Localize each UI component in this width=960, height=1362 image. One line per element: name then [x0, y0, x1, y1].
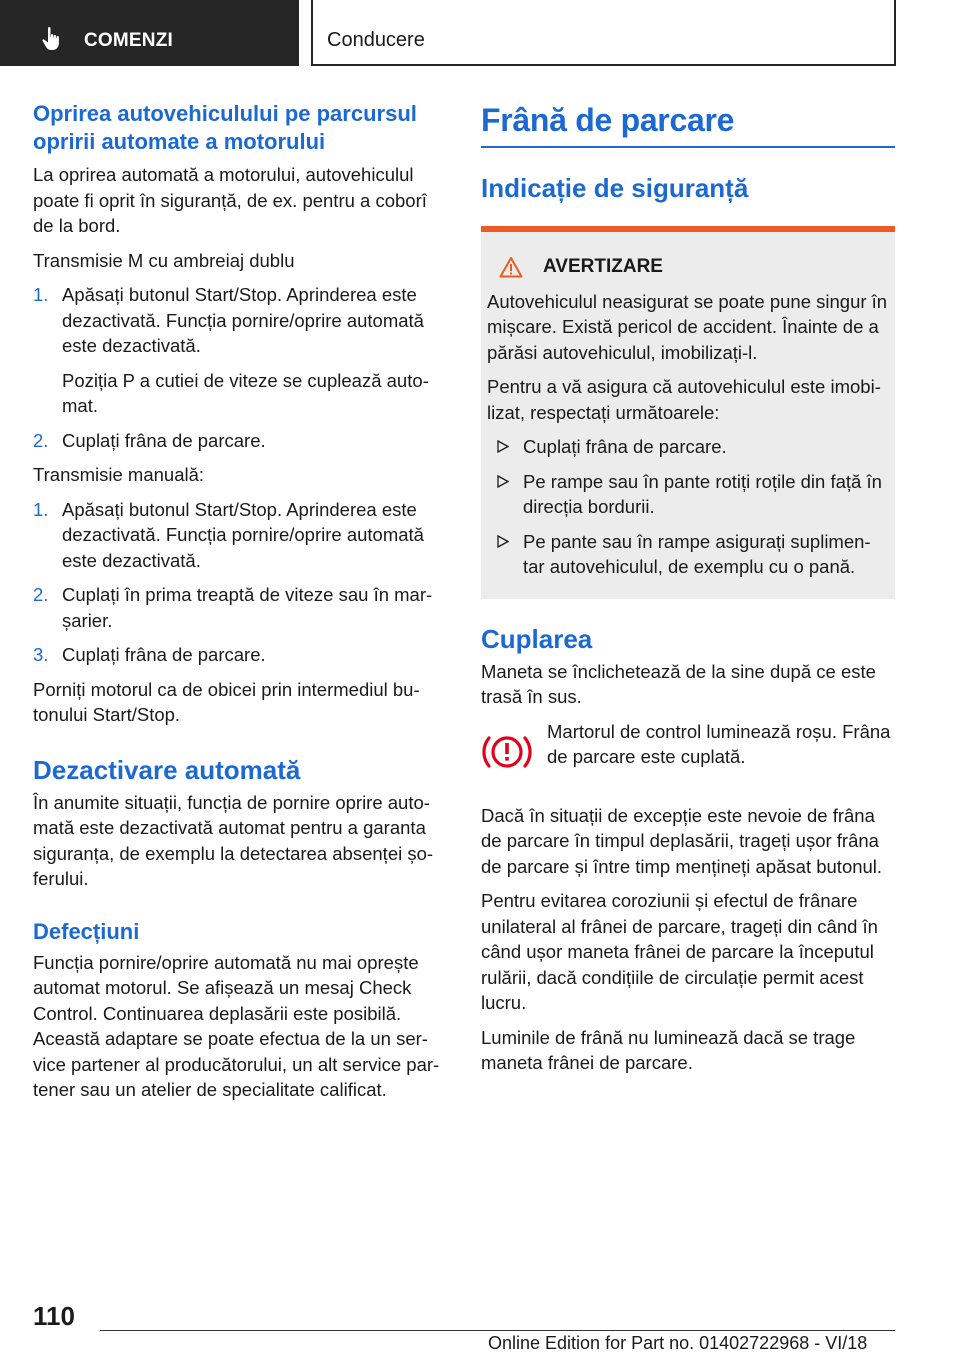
footer-edition: Online Edition for Part no. 01402722968 - VI/18	[488, 1333, 868, 1353]
warning-box	[481, 226, 895, 599]
list-item	[487, 529, 889, 580]
title-divider	[481, 146, 895, 148]
hand-pointer-icon	[40, 26, 64, 52]
list-item	[487, 469, 889, 520]
bullet-triangle-icon	[497, 475, 509, 488]
section-header	[311, 0, 896, 66]
footer-divider	[100, 1330, 895, 1331]
step-text: Apăsați butonul Start/Stop. Aprinderea este dezactivată. Funcția pornire/oprire automată este dezactivată.	[62, 284, 424, 356]
indicator-row	[481, 719, 895, 791]
paragraph: Transmisie M cu ambreiaj dublu	[33, 249, 295, 271]
warning-bullets	[487, 434, 889, 580]
paragraph: Funcția pornire/oprire automată nu mai oprește automat motorul. Se afișează un mesaj Check Control. Continuarea deplasării este posibilă. Această adaptare se poate efectua de la un ser-vice partener al producătorului, un alt service par-tener sau un atelier de specialitate calificat.	[33, 951, 440, 1100]
list-item	[33, 642, 448, 668]
warning-text: Pentru a vă asigura că autovehiculul este imobi-lizat, respectați următoarele:	[487, 376, 881, 423]
list-item	[33, 582, 448, 633]
warning-header	[487, 254, 889, 280]
warning-text: Autovehiculul neasigurat se poate pune singur în mișcare. Există pericol de accident. Înainte de a părăsi autovehiculul, imobilizați-l.	[487, 290, 888, 363]
parking-brake-title: Frână de parcare	[481, 102, 735, 138]
auto-deactivation-heading: Dezactivare automată	[33, 754, 301, 785]
bullet-triangle-icon	[497, 535, 509, 548]
bullet-triangle-icon	[497, 440, 509, 453]
paragraph: În anumite situații, funcția de pornire oprire auto-mată este dezactivată automat pentru a garanta siguranța, de exemplu la detectarea absenței șo-ferului.	[33, 791, 434, 889]
bullet-text: Pe rampe sau în pante rotiți roțile din față în direcția bordurii.	[523, 470, 882, 517]
warning-triangle-icon	[499, 256, 523, 278]
list-item	[487, 434, 889, 460]
step-text: Cuplați frâna de parcare.	[62, 429, 266, 451]
paragraph: Maneta se înclichetează de la sine după ce este trasă în sus.	[481, 660, 876, 707]
step-text: Apăsați butonul Start/Stop. Aprinderea este dezactivată. Funcția pornire/oprire automată este dezactivată.	[62, 498, 424, 571]
steps-list-manual	[33, 497, 448, 668]
engage-heading: Cuplarea	[481, 623, 593, 654]
step-number: 1.	[33, 284, 49, 305]
list-item	[33, 428, 448, 454]
step-text: Cuplați în prima treaptă de viteze sau în mar-șarier.	[62, 584, 433, 631]
faults-heading: Defecțiuni	[33, 918, 140, 944]
section-title: Conducere	[327, 29, 425, 51]
bullet-text: Cuplați frâna de parcare.	[523, 436, 727, 457]
list-item	[33, 282, 448, 419]
paragraph: Pentru evitarea coroziunii și efectul de frânare unilateral al frânei de parcare, trageți din când în când ușor maneta frânei de parcare la începutul rulării, dacă condițiile de circulație permit acest lucru.	[481, 890, 878, 1013]
stop-during-auto-stop-heading: Oprirea autovehiculului pe parcursul opririi automate a motorului	[33, 101, 417, 154]
step-number: 1.	[33, 498, 49, 520]
safety-heading: Indicație de siguranță	[481, 173, 749, 203]
paragraph: Dacă în situații de excepție este nevoie de frâna de parcare în timpul deplasării, trageți ușor frâna de parcare și între timp mențineți apăsat butonul.	[481, 804, 883, 877]
chapter-title: COMENZI	[84, 30, 174, 51]
right-column	[481, 100, 895, 1085]
page-number: 110	[33, 1301, 75, 1331]
paragraph: Porniți motorul ca de obicei prin intermediul bu-tonului Start/Stop.	[33, 678, 420, 725]
parking-brake-warning-icon	[481, 731, 533, 773]
paragraph: Transmisie manuală:	[33, 464, 205, 485]
step-number: 2.	[33, 429, 49, 451]
step-subtext: Poziția P a cutiei de viteze se cuplează auto-mat.	[62, 369, 429, 416]
chapter-tab[interactable]	[0, 0, 299, 66]
step-number: 2.	[33, 584, 49, 605]
indicator-text: Martorul de control luminează roșu. Frâna de parcare este cuplată.	[547, 720, 891, 767]
bullet-text: Pe pante sau în rampe asigurați suplimen-tar autovehiculul, de exemplu cu o pană.	[523, 530, 871, 577]
paragraph: Luminile de frână nu luminează dacă se trage maneta frânei de parcare.	[481, 1026, 856, 1073]
steps-list-dct	[33, 282, 448, 453]
step-number: 3.	[33, 644, 49, 665]
warning-label: AVERTIZARE	[543, 256, 663, 277]
list-item	[33, 497, 448, 574]
paragraph: La oprirea automată a motorului, autovehiculul poate fi oprit în siguranță, de ex. pentru a coborî de la bord.	[33, 164, 427, 236]
left-column	[33, 100, 448, 1112]
step-text: Cuplați frâna de parcare.	[62, 644, 266, 665]
